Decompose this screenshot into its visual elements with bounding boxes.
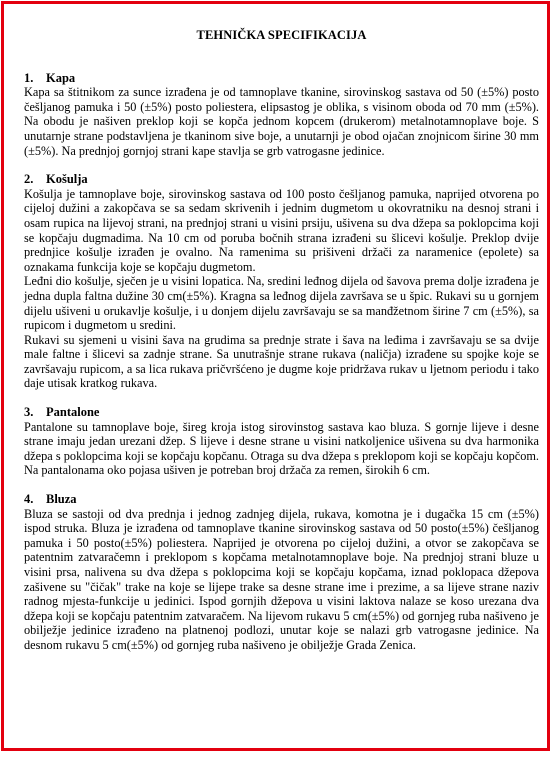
section-number: 2. — [24, 172, 34, 187]
section-heading — [24, 492, 539, 507]
document-body — [24, 28, 539, 667]
section-title: Bluza — [46, 492, 77, 507]
section-number: 3. — [24, 405, 34, 420]
section-number: 1. — [24, 70, 34, 85]
paragraph: Kapa sa štitnikom za sunce izrađena je od tamnoplave tkanine, sirovinskog sastava od 50 (±5%) posto češljanog pamuka i 50 (±5%) posto poliestera, elipsastog je oblika, s visinom oboda od 70 mm (±5%). Na obodu je našiven preklop koji se kopča jednom kopcem (drukerom) metalnotamnoplave boje. S unutarnje strane podstavljena je tkaninom sive boje, a unutarnji je obod ojačan znojnicom širine 30 mm (±5%). Na prednjoj gornjoj strani kape stavlja se grb vatrogasne jedinice. — [24, 85, 539, 158]
paragraph: Pantalone su tamnoplave boje, šireg kroja istog sirovinstog sastava kao bluza. S gornje lijeve i desne strane imaju jedan urezani džep. S lijeve i desne strane u visini natkoljenice ušivena su dva harmonika džepa s poklopcima koji se kopčaju kopčanu. Otraga su dva džepa s preklopom koji se kopčaju kopčom. Na pantalonama oko pojasa ušiven je potreban broj držača za remen, širokih 6 cm. — [24, 419, 539, 478]
section-number: 4. — [24, 492, 34, 507]
section-title: Pantalone — [46, 405, 100, 420]
section-heading — [24, 172, 539, 187]
section-heading — [24, 71, 539, 86]
paragraph: Košulja je tamnoplave boje, sirovinskog sastava od 100 posto češljanog pamuka, naprijed otvorena po cijeloj dužini a zakopčava se sa sedam skrivenih i jednim dugmetom u okovratniku na desnoj strani i osam rupica na lijevoj strani, na prednjoj strani u visini prsiju, ušivena su dva džepa sa poklopcima koji se kopčaju dugmadima. Na 10 cm od poruba bočnih strana izrađeni su šlicevi košulje. Preklop dvije prednjice košulje izrađen je ovalno. Na ramenima su prišiveni držači za naramenice (epolete) sa oznakama funkcija koje se kopčaju dugmetom. — [24, 186, 539, 274]
document-title: TEHNIČKA SPECIFIKACIJA — [196, 28, 367, 42]
section-kosulja — [24, 172, 539, 391]
section-pantalone — [24, 405, 539, 478]
page-border — [1, 1, 550, 751]
section-title: Košulja — [46, 172, 88, 187]
paragraph: Leđni dio košulje, sječen je u visini lopatica. Na, sredini leđnog dijela od šavova prema dolje izrađena je jedna dupla faltna dužine 30 cm(±5%). Kragna sa leđnog dijela završava se u špic. Rukavi su u gornjem dijelu ušiveni u orukavlje košulje, i u donjem dijelu završavaju se sa manđžetnom širine 7 cm (±5%), sa rupicom i dugmetom u sredini. — [24, 274, 539, 333]
paragraph: Bluza se sastoji od dva prednja i jednog zadnjeg dijela, rukava, komotna je i dugačka 15 cm (±5%) ispod struka. Bluza je izrađena od tamnoplave tkanine sirovinskog sastava od 50 posto(±5%) češljanog pamuka i 50 posto(±5%) poliestera. Naprijed je otvorena po cijeloj dužini, a otvor se zakopčava se patentnim zatvaračemn i preklopom s kopčama metalnotamnoplave boje. Na prednjoj strani bluze u visini prsa, nalivena su dva džepa s poklopcima koji se kopčaju kopčama, iznad poklopaca džepova zašivene su "čičak" trake na koje se lijepe trake sa desne strane ime i prezime, a sa lijeve strane naziv radnog mjesta-funkcije u jedinici. Ispod gornjih džepova u visini laktova nalaze se koso urezana dva džepa koji se kopčaju patentnim zatvaračem. Na lijevom rukavu 5 cm(±5%) od gornjeg ruba našiveno je obilježje jedinice izrađeno na platnenoj podlozi, unutar koje se nalazi grb vatrogasne jedinice. Na desnom rukavu 5 cm(±5%) od gornjeg ruba našiveno je obilježje Grada Zenica. — [24, 506, 539, 652]
section-bluza — [24, 492, 539, 653]
paragraph: Rukavi su sjemeni u visini šava na grudima sa prednje strate i šava na leđima i završavaju se sa dvije male faltne i šlicevi sa zadnje strane. Sa unutrašnje strane rukava (naličja) izrađene su spojke koje se završavaju rupicom, a sa lica rukava pričvršćeno je dugme koje pridržava rukav u ljetnom periodu i tako daje utisak kratkog rukava. — [24, 332, 539, 391]
section-kapa — [24, 71, 539, 159]
section-heading — [24, 405, 539, 420]
section-title: Kapa — [46, 70, 76, 85]
